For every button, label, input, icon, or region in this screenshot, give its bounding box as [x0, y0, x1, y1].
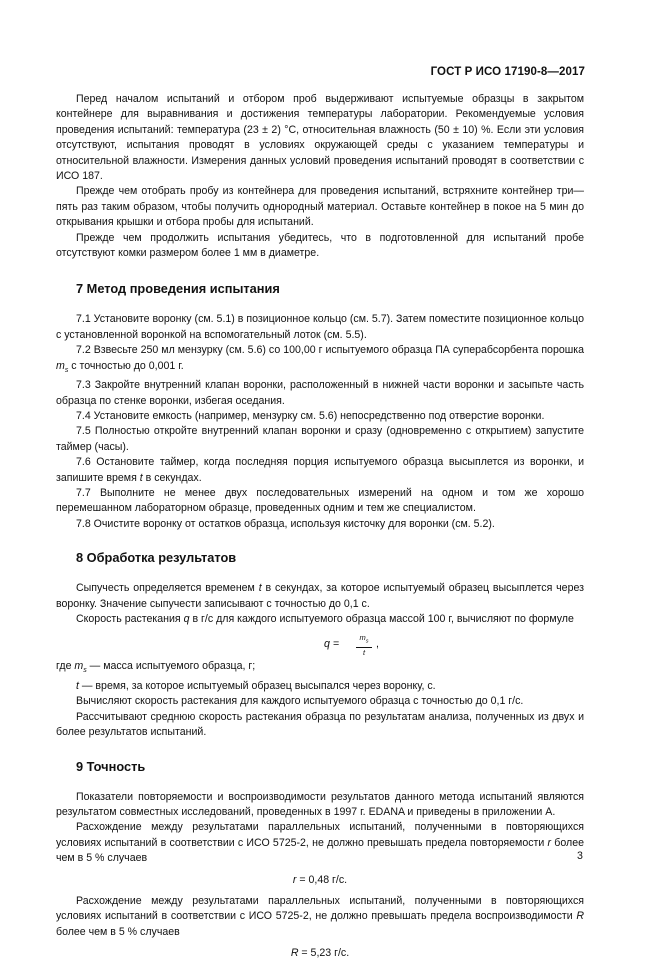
item-7-2-tail: с точностью до 0,001 г. [68, 359, 184, 372]
formula-num-var: m [359, 633, 366, 643]
sec8-p2-b: в г/с для каждого испытуемого образца массой 100 г, вычисляют по формуле [189, 613, 574, 626]
equation-reproducibility [56, 946, 584, 961]
where-line-2 [56, 679, 584, 694]
formula-fraction [356, 633, 372, 657]
formula-lhs: q = [324, 638, 340, 651]
item-7-4: 7.4 Установите емкость (например, мензурку см. 5.6) непосредственно под отверстие воронки. [76, 410, 545, 423]
where-prefix: где [56, 660, 75, 673]
section-9-heading: 9 Точность [76, 758, 146, 774]
item-7-3: 7.3 Закройте внутренний клапан воронки, расположенный в нижней части воронки и засыпьте часть образца по стенке воронки, избегая оседания. [56, 379, 584, 407]
intro-paragraph-3: Прежде чем продолжить испытания убедитесь, что в подготовленной для испытаний пробе отсутствуют комки размером более 1 мм в диаметре. [56, 231, 584, 260]
var-t: t [76, 680, 79, 692]
where-line-1 [56, 659, 584, 679]
page-number: 3 [577, 850, 583, 862]
item-7-2 [56, 343, 584, 378]
var-t: t [258, 582, 262, 595]
sec9-p3-b: более чем в 5 % случаев [56, 925, 180, 938]
item-7-6-tail: в секундах. [142, 471, 202, 484]
sec9-p2-b: более чем в 5 % случаев [56, 836, 584, 865]
sec8-paragraph-4: Рассчитывают среднюю скорость растекания образца по результатам анализа, полученных из двух и более результатов испытаний. [56, 710, 584, 739]
eq2-rest: = 5,23 г/с. [298, 947, 350, 960]
var-r: r [292, 873, 297, 886]
item-7-7: 7.7 Выполните не менее двух последовательных измерений на одном и том же хорошо перемешанном лабораторном образце, проведенных одним и тем же специалистом. [56, 487, 584, 515]
item-7-1: 7.1 Установите воронку (см. 5.1) в позиционное кольцо (см. 5.7). Затем поместите позиционное кольцо с установленной воронкой на вспомогательный лоток (см. 5.5). [56, 313, 584, 341]
sec9-p2-a: Расхождение между результатами параллельных испытаний, полученными в повторяющихся условиях испытаний в соответствии с ИСО 5725-2, не должно превышать предела повторяемости [56, 821, 584, 849]
eq1-rest: = 0,48 г/с. [296, 873, 348, 886]
sec8-paragraph-2 [56, 612, 584, 627]
sec8-p1-a: Сыпучесть определяется временем [76, 582, 259, 595]
item-7-8: 7.8 Очистите воронку от остатков образца, используя кисточку для воронки (см. 5.2). [76, 517, 495, 530]
formula-denominator: t [362, 647, 366, 657]
var-q: q [183, 613, 190, 626]
section-8-heading: 8 Обработка результатов [76, 550, 237, 566]
sec8-paragraph-1 [56, 581, 584, 612]
sec9-paragraph-2 [56, 820, 584, 866]
sec8-p2-a: Скорость растекания [76, 613, 184, 626]
item-7-2-text: 7.2 Взвесьте 250 мл мензурку (см. 5.6) со 100,00 г испытуемого образца ПА суперабсорбента порошка [76, 344, 584, 357]
sub-s: s [64, 366, 69, 374]
var-m: m [74, 660, 84, 673]
sub-s: s [83, 667, 87, 675]
formula-numerator [356, 633, 372, 647]
var-R: R [290, 947, 299, 960]
var-t: t [139, 471, 143, 484]
var-m: m [56, 359, 65, 372]
item-7-5: 7.5 Полностью откройте внутренний клапан воронки и сразу (одновременно с открытием) запустите таймер (часы). [56, 425, 584, 453]
sec9-paragraph-3 [56, 894, 584, 940]
intro-paragraph-1: Перед началом испытаний и отбором проб выдерживают испытуемые образцы в закрытом контейнере для выравнивания и достижения температуры лаборатории. Рекомендуемые условия проведения испытаний: температура (23 ± 2) °С, относительная влажность (50 ± 10) %. Если эти условия отсутствуют, испытания проводят в условиях окружающей среды с указанием температуры и относительной влажности. Измерения данных условий проведения испытаний проводят в соответствии с ИСО 187. [56, 93, 584, 183]
sec8-p1-b: в секундах, за которое испытуемый образец высыплется через воронку. Значение сыпучести записывают с точностью до 0,1 с. [56, 582, 584, 610]
formula-flow-rate [56, 627, 584, 659]
sec9-paragraph-1: Показатели повторяемости и воспроизводимости результатов данного метода испытаний являются результатом совместных исследований, проведенных в 1997 г. EDANA и приведены в приложении А. [56, 790, 584, 819]
formula-num-sub: s [365, 638, 369, 645]
equation-repeatability [56, 873, 584, 888]
item-7-6 [56, 455, 584, 486]
where-1-text: — масса испытуемого образца, г; [86, 660, 256, 673]
document-body [56, 92, 584, 968]
sec9-p3-a: Расхождение между результатами параллельных испытаний, полученными в повторяющихся условиях испытаний в соответствии с ИСО 5725-2, не должно превышать предела воспроизводимости [56, 895, 584, 923]
formula-tail: , [376, 638, 379, 651]
section-7-heading: 7 Метод проведения испытания [76, 281, 280, 297]
where-2-text: — время, за которое испытуемый образец высыпался через воронку, с. [78, 680, 436, 692]
item-7-6-text: 7.6 Остановите таймер, когда последняя порция испытуемого образца высыплется из воронки, и запишите время [56, 456, 584, 484]
var-r: r [547, 836, 552, 849]
sec8-paragraph-3: Вычисляют скорость растекания для каждого испытуемого образца с точностью до 0,1 г/с. [76, 695, 524, 708]
intro-paragraph-2: Прежде чем отобрать пробу из контейнера для проведения испытаний, встряхните контейнер три—пять раз таким образом, чтобы получить однородный материал. Оставьте контейнер в покое на 5 мин до открывания крышки и отбора пробы для испытаний. [56, 185, 584, 229]
document-id-header: ГОСТ Р ИСО 17190-8—2017 [430, 66, 585, 78]
var-R: R [576, 910, 584, 923]
